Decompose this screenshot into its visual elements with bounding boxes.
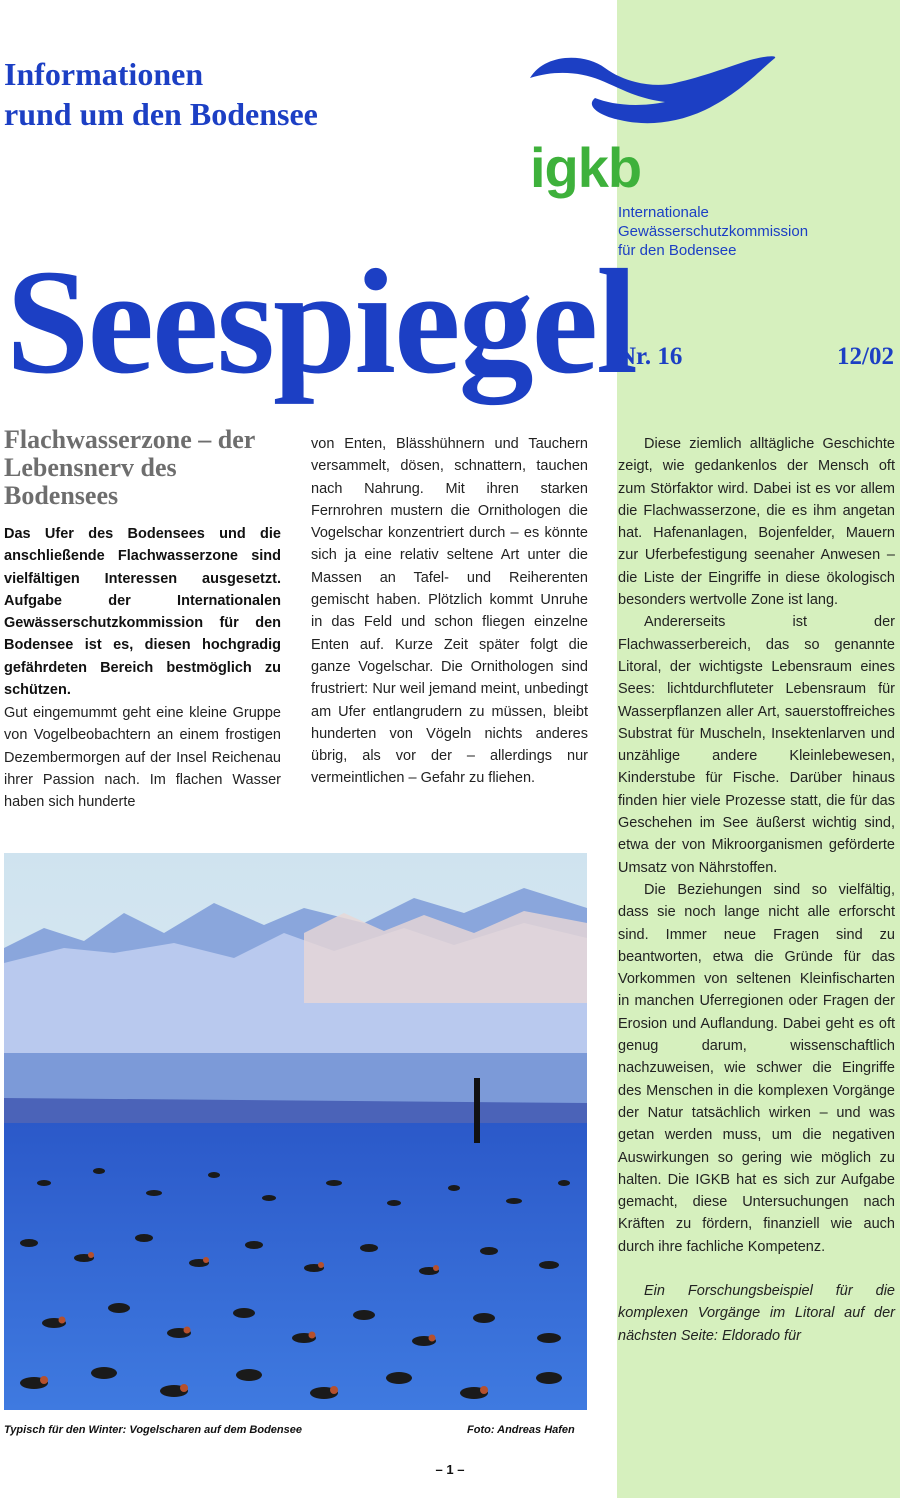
article-column-2: von Enten, Blässhühnern und Tauchern versammelt, dösen, schnattern, tauchen nach Nahrung. Mit ihren starken Fernrohren mustern die Ornithologen die Vogelschar konzentriert durch – es könnte sich ja eine relativ seltene Art unter die Massen an Tafel- und Reiherenten gemischt haben. Plötzlich kommt Unruhe in das Feld und schon fliegen einzelne Enten auf. Kurze Zeit später folgt die ganze Vogelschar. Die Ornithologen sind frustriert: Nur weil jemand meint, unbedingt am Ufer entlangrudern zu müssen, bleibt hunderten von Vögeln nichts anderes übrig, als vor der – allerdings nur vermeintlichen – Gefahr zu fliehen. [311,436,588,787]
issue-number: Nr. 16 [618,343,683,370]
article-headline: Flachwasserzone – der Lebensnerv des Bodensees [4,425,255,510]
photo-caption: Typisch für den Winter: Vogelscharen auf dem Bodensee [4,1424,302,1436]
issue-info [618,342,894,372]
topline-line-2: rund um den Bodensee [4,96,318,132]
topline-line-1: Informationen [4,56,204,92]
issue-date: 12/02 [837,343,894,370]
lake-birds-photo [4,853,587,1410]
column-3-teaser: Ein Forschungsbeispiel für die komplexen Vorgänge im Litoral auf der nächsten Seite: Eldorado für [618,1282,895,1344]
topline [4,54,424,134]
masthead-title: Seespiegel [6,239,636,405]
igkb-logo-text: igkb [530,136,642,199]
photo-credit: Foto: Andreas Hafen [467,1424,575,1436]
column-3-paragraph-3: Die Beziehungen sind so vielfältig, dass sie noch lange nicht alle erforscht sind. Immer neue Fragen sind zu beantworten, etwa die Gründe für das Vorkommen von seltenen Kleinfischarten in manchen Uferregionen oder Fragen der Erosion und Auflandung. Dabei geht es oft genug darum, wissenschaftlich nachzuweisen, wie schwer die Eingriffe des Menschen in die komplexen Vorgänge der Natur tatsächlich wirken – und was getan werden muss, um die negativen Auswirkungen so gering wie möglich zu halten. Die IGKB hat es sich zur Aufgabe gemacht, diese Untersuchungen nach Kräften zu fördern, finanziell wie auch durch ihre fachliche Kompetenz. [618,881,895,1255]
column-3-paragraph-1: Diese ziemlich alltägliche Geschichte zeigt, wie gedankenlos der Mensch oft zum Störfaktor wird. Dabei ist es vor allem die Flachwasserzone, die es ihm angetan hat. Hafenanlagen, Bojenfelder, Mauern zur Uferbefestigung seenaher Anwesen – die Liste der Eingriffe in diese ökologisch besonders wertvolle Zone ist lang. [618,436,895,609]
article-column-1: Gut eingemummt geht eine kleine Gruppe von Vogelbeobachtern an einem frostigen Dezembermorgen auf der Insel Reichenau ihrer Passion nach. Im flachen Wasser haben sich hunderte [4,705,281,811]
article-column-3 [618,433,895,1347]
column-3-paragraph-2: Andererseits ist der Flachwasserbereich, das so genannte Litoral, der wichtigste Lebensraum eines Sees: lichtdurchfluteter Lebensraum für Wasserpflanzen aller Art, sauerstoffreiches Substrat für Muscheln, Insektenlarven und unzählige andere Kleinlebewesen, Kinderstube für Fische. Darüber hinaus finden hier viele Prozesse statt, die für das Geschehen im See äußerst wichtig sind, etwa der von Mikroorganismen geförderte Umsatz von Nährstoffen. [618,614,895,876]
article-lead: Das Ufer des Bodensees und die anschließende Flachwasserzone sind vielfältigen Interessen ausgesetzt. Aufgabe der Internationalen Gewässerschutzkommission für den Bodensee ist es, diesen hochgradig gefährdeten Bereich bestmöglich zu schützen. [4,526,281,699]
org-line-3: für den Bodensee [618,242,737,259]
organisation-name [618,203,898,260]
org-line-1: Internationale [618,204,709,221]
page-number: – 1 – [435,1462,465,1477]
org-line-2: Gewässerschutzkommission [618,223,809,240]
